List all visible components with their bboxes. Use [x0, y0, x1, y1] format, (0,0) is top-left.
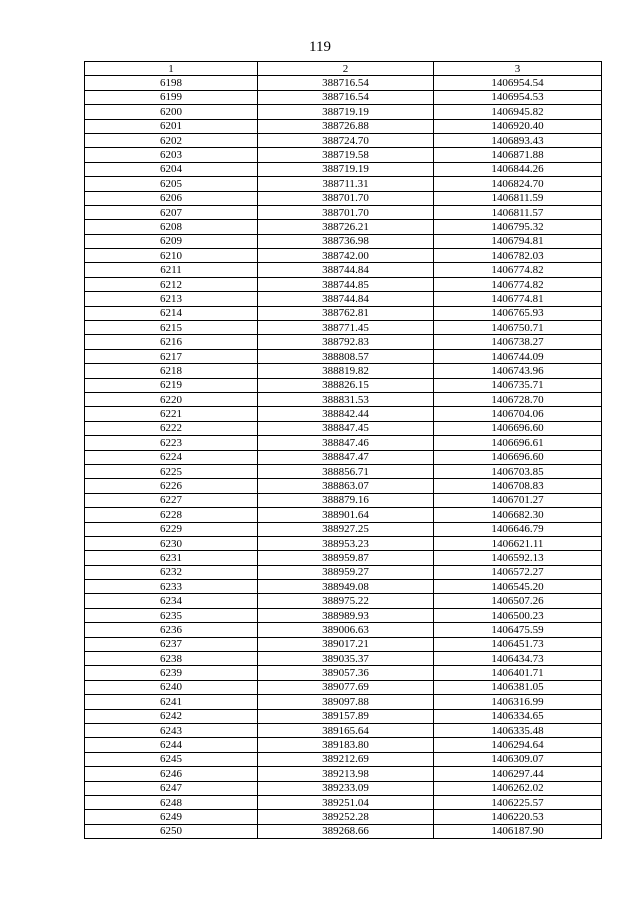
x-coordinate-cell: 389233.09	[258, 781, 434, 795]
table-row	[85, 479, 602, 493]
point-number-cell: 6229	[85, 522, 258, 536]
y-coordinate-cell: 1406795.32	[434, 220, 602, 234]
y-coordinate-cell: 1406187.90	[434, 824, 602, 838]
y-coordinate-cell: 1406954.53	[434, 90, 602, 104]
x-coordinate-cell: 389252.28	[258, 810, 434, 824]
x-coordinate-cell: 388726.88	[258, 119, 434, 133]
table-row	[85, 277, 602, 291]
point-number-cell: 6241	[85, 695, 258, 709]
y-coordinate-cell: 1406335.48	[434, 723, 602, 737]
table-row	[85, 364, 602, 378]
table-row	[85, 392, 602, 406]
point-number-cell: 6213	[85, 292, 258, 306]
y-coordinate-cell: 1406572.27	[434, 565, 602, 579]
y-coordinate-cell: 1406703.85	[434, 464, 602, 478]
x-coordinate-cell: 388726.21	[258, 220, 434, 234]
point-number-cell: 6225	[85, 464, 258, 478]
column-header-3: 3	[434, 62, 602, 76]
point-number-cell: 6215	[85, 321, 258, 335]
x-coordinate-cell: 388959.27	[258, 565, 434, 579]
y-coordinate-cell: 1406811.59	[434, 191, 602, 205]
y-coordinate-cell: 1406708.83	[434, 479, 602, 493]
x-coordinate-cell: 388975.22	[258, 594, 434, 608]
point-number-cell: 6203	[85, 148, 258, 162]
table-row	[85, 781, 602, 795]
table-row	[85, 292, 602, 306]
x-coordinate-cell: 388724.70	[258, 133, 434, 147]
x-coordinate-cell: 388792.83	[258, 335, 434, 349]
point-number-cell: 6248	[85, 795, 258, 809]
table-row	[85, 680, 602, 694]
table-row	[85, 162, 602, 176]
table-body	[85, 76, 602, 839]
table-row	[85, 493, 602, 507]
x-coordinate-cell: 388879.16	[258, 493, 434, 507]
point-number-cell: 6201	[85, 119, 258, 133]
table-row	[85, 666, 602, 680]
y-coordinate-cell: 1406945.82	[434, 105, 602, 119]
point-number-cell: 6240	[85, 680, 258, 694]
y-coordinate-cell: 1406735.71	[434, 378, 602, 392]
x-coordinate-cell: 389157.89	[258, 709, 434, 723]
table-row	[85, 148, 602, 162]
point-number-cell: 6222	[85, 421, 258, 435]
y-coordinate-cell: 1406794.81	[434, 234, 602, 248]
y-coordinate-cell: 1406920.40	[434, 119, 602, 133]
y-coordinate-cell: 1406696.60	[434, 450, 602, 464]
point-number-cell: 6204	[85, 162, 258, 176]
x-coordinate-cell: 388863.07	[258, 479, 434, 493]
x-coordinate-cell: 389251.04	[258, 795, 434, 809]
point-number-cell: 6230	[85, 536, 258, 550]
point-number-cell: 6239	[85, 666, 258, 680]
x-coordinate-cell: 388719.19	[258, 105, 434, 119]
y-coordinate-cell: 1406782.03	[434, 249, 602, 263]
x-coordinate-cell: 389077.69	[258, 680, 434, 694]
table-row	[85, 623, 602, 637]
x-coordinate-cell: 388927.25	[258, 522, 434, 536]
table-row	[85, 421, 602, 435]
y-coordinate-cell: 1406475.59	[434, 623, 602, 637]
x-coordinate-cell: 388719.19	[258, 162, 434, 176]
y-coordinate-cell: 1406774.82	[434, 277, 602, 291]
y-coordinate-cell: 1406704.06	[434, 407, 602, 421]
coordinates-table	[84, 61, 602, 839]
point-number-cell: 6217	[85, 349, 258, 363]
y-coordinate-cell: 1406844.26	[434, 162, 602, 176]
point-number-cell: 6206	[85, 191, 258, 205]
point-number-cell: 6232	[85, 565, 258, 579]
y-coordinate-cell: 1406225.57	[434, 795, 602, 809]
table-row	[85, 220, 602, 234]
point-number-cell: 6236	[85, 623, 258, 637]
table-row	[85, 349, 602, 363]
table-row	[85, 580, 602, 594]
table-row	[85, 234, 602, 248]
table-row	[85, 436, 602, 450]
column-header-2: 2	[258, 62, 434, 76]
x-coordinate-cell: 388847.46	[258, 436, 434, 450]
y-coordinate-cell: 1406309.07	[434, 752, 602, 766]
table-row	[85, 90, 602, 104]
point-number-cell: 6235	[85, 608, 258, 622]
point-number-cell: 6242	[85, 709, 258, 723]
x-coordinate-cell: 388744.85	[258, 277, 434, 291]
table-row	[85, 522, 602, 536]
table-row	[85, 105, 602, 119]
x-coordinate-cell: 388742.00	[258, 249, 434, 263]
y-coordinate-cell: 1406954.54	[434, 76, 602, 90]
table-row	[85, 407, 602, 421]
y-coordinate-cell: 1406750.71	[434, 321, 602, 335]
table-row	[85, 738, 602, 752]
y-coordinate-cell: 1406744.09	[434, 349, 602, 363]
table-row	[85, 378, 602, 392]
point-number-cell: 6200	[85, 105, 258, 119]
point-number-cell: 6237	[85, 637, 258, 651]
x-coordinate-cell: 389035.37	[258, 652, 434, 666]
x-coordinate-cell: 388989.93	[258, 608, 434, 622]
table-row	[85, 177, 602, 191]
x-coordinate-cell: 388744.84	[258, 263, 434, 277]
point-number-cell: 6210	[85, 249, 258, 263]
x-coordinate-cell: 388826.15	[258, 378, 434, 392]
x-coordinate-cell: 388901.64	[258, 508, 434, 522]
point-number-cell: 6221	[85, 407, 258, 421]
y-coordinate-cell: 1406701.27	[434, 493, 602, 507]
point-number-cell: 6231	[85, 551, 258, 565]
point-number-cell: 6246	[85, 767, 258, 781]
x-coordinate-cell: 389268.66	[258, 824, 434, 838]
point-number-cell: 6247	[85, 781, 258, 795]
y-coordinate-cell: 1406696.60	[434, 421, 602, 435]
table-row	[85, 652, 602, 666]
x-coordinate-cell: 388831.53	[258, 392, 434, 406]
point-number-cell: 6245	[85, 752, 258, 766]
y-coordinate-cell: 1406774.81	[434, 292, 602, 306]
x-coordinate-cell: 388808.57	[258, 349, 434, 363]
y-coordinate-cell: 1406824.70	[434, 177, 602, 191]
x-coordinate-cell: 389165.64	[258, 723, 434, 737]
header-row	[85, 62, 602, 76]
point-number-cell: 6234	[85, 594, 258, 608]
y-coordinate-cell: 1406294.64	[434, 738, 602, 752]
x-coordinate-cell: 388716.54	[258, 76, 434, 90]
table-row	[85, 810, 602, 824]
y-coordinate-cell: 1406871.88	[434, 148, 602, 162]
table-row	[85, 824, 602, 838]
x-coordinate-cell: 389183.80	[258, 738, 434, 752]
y-coordinate-cell: 1406893.43	[434, 133, 602, 147]
point-number-cell: 6205	[85, 177, 258, 191]
y-coordinate-cell: 1406774.82	[434, 263, 602, 277]
table-row	[85, 76, 602, 90]
x-coordinate-cell: 388762.81	[258, 306, 434, 320]
table-row	[85, 608, 602, 622]
y-coordinate-cell: 1406334.65	[434, 709, 602, 723]
table-row	[85, 133, 602, 147]
y-coordinate-cell: 1406811.57	[434, 205, 602, 219]
y-coordinate-cell: 1406728.70	[434, 392, 602, 406]
point-number-cell: 6224	[85, 450, 258, 464]
table-row	[85, 191, 602, 205]
x-coordinate-cell: 388819.82	[258, 364, 434, 378]
point-number-cell: 6207	[85, 205, 258, 219]
x-coordinate-cell: 388959.87	[258, 551, 434, 565]
point-number-cell: 6244	[85, 738, 258, 752]
y-coordinate-cell: 1406696.61	[434, 436, 602, 450]
table-row	[85, 767, 602, 781]
table-row	[85, 306, 602, 320]
table-row	[85, 565, 602, 579]
table-row	[85, 551, 602, 565]
x-coordinate-cell: 388701.70	[258, 205, 434, 219]
y-coordinate-cell: 1406401.71	[434, 666, 602, 680]
point-number-cell: 6218	[85, 364, 258, 378]
x-coordinate-cell: 388744.84	[258, 292, 434, 306]
point-number-cell: 6243	[85, 723, 258, 737]
column-header-1: 1	[85, 62, 258, 76]
y-coordinate-cell: 1406545.20	[434, 580, 602, 594]
x-coordinate-cell: 388716.54	[258, 90, 434, 104]
y-coordinate-cell: 1406316.99	[434, 695, 602, 709]
x-coordinate-cell: 388842.44	[258, 407, 434, 421]
y-coordinate-cell: 1406262.02	[434, 781, 602, 795]
point-number-cell: 6202	[85, 133, 258, 147]
point-number-cell: 6250	[85, 824, 258, 838]
x-coordinate-cell: 388719.58	[258, 148, 434, 162]
table-row	[85, 752, 602, 766]
x-coordinate-cell: 388856.71	[258, 464, 434, 478]
point-number-cell: 6227	[85, 493, 258, 507]
point-number-cell: 6212	[85, 277, 258, 291]
table-header	[85, 62, 602, 76]
point-number-cell: 6214	[85, 306, 258, 320]
table-row	[85, 450, 602, 464]
x-coordinate-cell: 388771.45	[258, 321, 434, 335]
point-number-cell: 6220	[85, 392, 258, 406]
page-number: 119	[309, 39, 331, 55]
x-coordinate-cell: 388847.47	[258, 450, 434, 464]
point-number-cell: 6211	[85, 263, 258, 277]
point-number-cell: 6208	[85, 220, 258, 234]
y-coordinate-cell: 1406451.73	[434, 637, 602, 651]
table-row	[85, 709, 602, 723]
y-coordinate-cell: 1406646.79	[434, 522, 602, 536]
point-number-cell: 6228	[85, 508, 258, 522]
table-row	[85, 723, 602, 737]
x-coordinate-cell: 388736.98	[258, 234, 434, 248]
table-row	[85, 594, 602, 608]
x-coordinate-cell: 389006.63	[258, 623, 434, 637]
table-row	[85, 321, 602, 335]
y-coordinate-cell: 1406381.05	[434, 680, 602, 694]
point-number-cell: 6249	[85, 810, 258, 824]
x-coordinate-cell: 388701.70	[258, 191, 434, 205]
y-coordinate-cell: 1406738.27	[434, 335, 602, 349]
table-row	[85, 335, 602, 349]
x-coordinate-cell: 388847.45	[258, 421, 434, 435]
table-row	[85, 263, 602, 277]
y-coordinate-cell: 1406434.73	[434, 652, 602, 666]
x-coordinate-cell: 389057.36	[258, 666, 434, 680]
point-number-cell: 6209	[85, 234, 258, 248]
point-number-cell: 6198	[85, 76, 258, 90]
y-coordinate-cell: 1406765.93	[434, 306, 602, 320]
table-row	[85, 536, 602, 550]
y-coordinate-cell: 1406743.96	[434, 364, 602, 378]
y-coordinate-cell: 1406500.23	[434, 608, 602, 622]
x-coordinate-cell: 388711.31	[258, 177, 434, 191]
table-row	[85, 508, 602, 522]
table-row	[85, 795, 602, 809]
y-coordinate-cell: 1406220.53	[434, 810, 602, 824]
point-number-cell: 6216	[85, 335, 258, 349]
table-row	[85, 464, 602, 478]
point-number-cell: 6223	[85, 436, 258, 450]
table-row	[85, 637, 602, 651]
x-coordinate-cell: 389213.98	[258, 767, 434, 781]
x-coordinate-cell: 389017.21	[258, 637, 434, 651]
point-number-cell: 6238	[85, 652, 258, 666]
x-coordinate-cell: 389097.88	[258, 695, 434, 709]
table-row	[85, 695, 602, 709]
y-coordinate-cell: 1406297.44	[434, 767, 602, 781]
y-coordinate-cell: 1406682.30	[434, 508, 602, 522]
y-coordinate-cell: 1406592.13	[434, 551, 602, 565]
table-row	[85, 205, 602, 219]
y-coordinate-cell: 1406507.26	[434, 594, 602, 608]
point-number-cell: 6199	[85, 90, 258, 104]
x-coordinate-cell: 389212.69	[258, 752, 434, 766]
table-row	[85, 249, 602, 263]
x-coordinate-cell: 388953.23	[258, 536, 434, 550]
y-coordinate-cell: 1406621.11	[434, 536, 602, 550]
point-number-cell: 6233	[85, 580, 258, 594]
point-number-cell: 6226	[85, 479, 258, 493]
x-coordinate-cell: 388949.08	[258, 580, 434, 594]
point-number-cell: 6219	[85, 378, 258, 392]
table-row	[85, 119, 602, 133]
